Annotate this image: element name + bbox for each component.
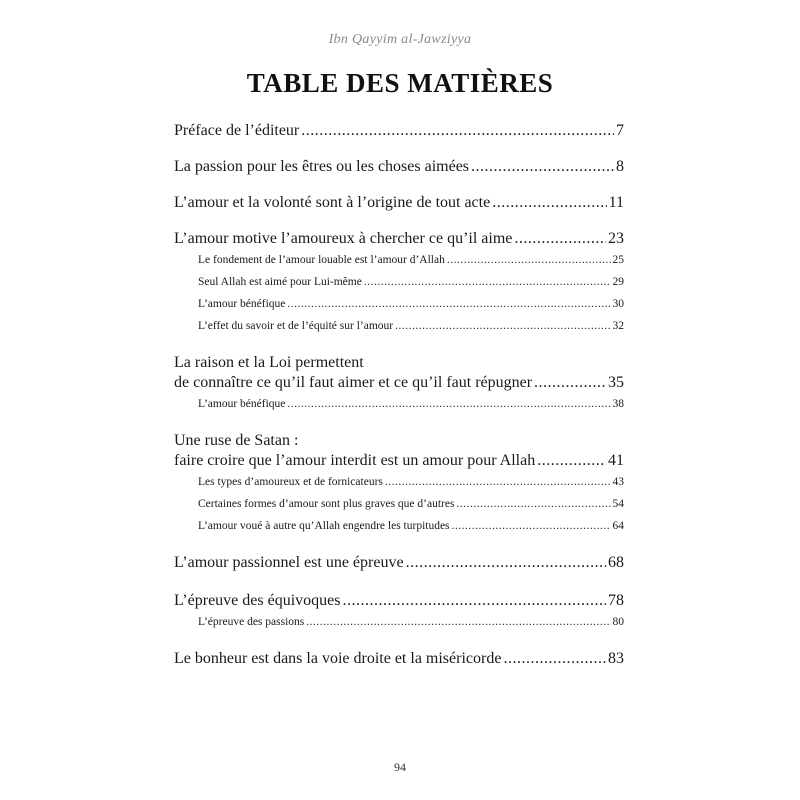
toc-subentry-title: L’amour bénéfique xyxy=(198,398,286,410)
toc-entry-amour-motive[interactable] xyxy=(174,230,624,248)
toc-entry-page: 78 xyxy=(608,592,624,609)
dot-leader xyxy=(306,616,610,628)
toc-subentry-title: Certaines formes d’amour sont plus graves que d’autres xyxy=(198,498,455,510)
toc-entry-page: 41 xyxy=(608,452,624,469)
dot-leader xyxy=(452,520,611,532)
toc-subentry-title: L’épreuve des passions xyxy=(198,616,305,628)
toc-subentry[interactable] xyxy=(198,276,624,288)
toc-subentry-page: 54 xyxy=(612,498,624,510)
toc-entry-page: 7 xyxy=(616,122,624,139)
toc-entry-bonheur[interactable] xyxy=(174,650,624,668)
toc-subentry[interactable] xyxy=(198,320,624,332)
toc-subentry[interactable] xyxy=(198,254,624,266)
dot-leader xyxy=(287,398,610,410)
toc-entry-page: 35 xyxy=(608,374,624,391)
toc-entry-amour-volonte[interactable] xyxy=(174,194,624,212)
toc-subentry[interactable] xyxy=(198,520,624,532)
dot-leader xyxy=(456,498,610,510)
dot-leader xyxy=(471,158,614,176)
dot-leader xyxy=(395,320,610,332)
dot-leader xyxy=(537,452,606,470)
dot-leader xyxy=(301,122,614,140)
toc-entry-equivoques[interactable] xyxy=(174,592,624,610)
dot-leader xyxy=(406,554,606,572)
toc-subentry[interactable] xyxy=(198,476,624,488)
toc-entry-page: 68 xyxy=(608,554,624,571)
toc-entry-page: 11 xyxy=(608,194,624,211)
toc-subentry-page: 43 xyxy=(612,476,624,488)
dot-leader xyxy=(385,476,611,488)
toc-subentry-page: 30 xyxy=(612,298,624,310)
dot-leader xyxy=(342,592,606,610)
toc-entry-page: 23 xyxy=(608,230,624,247)
toc-entry-page: 83 xyxy=(608,650,624,667)
toc-entry-passion[interactable] xyxy=(174,158,624,176)
toc-subentry-title: Les types d’amoureux et de fornicateurs xyxy=(198,476,383,488)
toc-subentry-page: 80 xyxy=(612,616,624,628)
toc-subentry-title: L’effet du savoir et de l’équité sur l’amour xyxy=(198,320,394,332)
toc-entry-title: L’amour passionnel est une épreuve xyxy=(174,554,404,571)
toc-entry-page: 8 xyxy=(616,158,624,175)
toc-subentry-title: L’amour voué à autre qu’Allah engendre les turpitudes xyxy=(198,520,450,532)
toc-subentry-page: 64 xyxy=(612,520,624,532)
toc-entry-title: de connaître ce qu’il faut aimer et ce qu’il faut répugner xyxy=(174,374,533,391)
running-head-author: Ibn Qayyim al-Jawziyya xyxy=(328,32,472,47)
page-number: 94 xyxy=(394,760,406,774)
toc-subentry-page: 32 xyxy=(612,320,624,332)
toc-entry-title: faire croire que l’amour interdit est un amour pour Allah xyxy=(174,452,536,469)
toc-subentry[interactable] xyxy=(198,398,624,410)
toc-entry-amour-passionnel[interactable] xyxy=(174,554,624,572)
toc-entry-title-line1: La raison et la Loi permettent xyxy=(174,354,364,371)
toc-entry-title: Préface de l’éditeur xyxy=(174,122,300,139)
toc-entry-raison-loi[interactable] xyxy=(174,374,624,392)
toc-entry-preface[interactable] xyxy=(174,122,624,140)
toc-entry-title-line1: Une ruse de Satan : xyxy=(174,432,299,449)
dot-leader xyxy=(514,230,606,248)
toc-entry-title: L’amour et la volonté sont à l’origine de tout acte xyxy=(174,194,491,211)
page-title: TABLE DES MATIÈRES xyxy=(246,68,554,98)
dot-leader xyxy=(364,276,611,288)
toc-subentry-title: Le fondement de l’amour louable est l’amour d’Allah xyxy=(198,254,445,266)
toc-entry-title: Le bonheur est dans la voie droite et la miséricorde xyxy=(174,650,502,667)
toc-subentry-page: 38 xyxy=(612,398,624,410)
toc-subentry[interactable] xyxy=(198,616,624,628)
toc-subentry[interactable] xyxy=(198,298,624,310)
toc-subentry-page: 29 xyxy=(612,276,624,288)
toc-subentry-title: L’amour bénéfique xyxy=(198,298,286,310)
toc-entry-title: L’épreuve des équivoques xyxy=(174,592,341,609)
dot-leader xyxy=(492,194,606,212)
dot-leader xyxy=(287,298,610,310)
dot-leader xyxy=(503,650,606,668)
toc-entry-title: La passion pour les êtres ou les choses aimées xyxy=(174,158,470,175)
dot-leader xyxy=(447,254,611,266)
toc-subentry-page: 25 xyxy=(612,254,624,266)
dot-leader xyxy=(534,374,606,392)
toc-subentry[interactable] xyxy=(198,498,624,510)
toc-entry-ruse-satan[interactable] xyxy=(174,452,624,470)
toc-entry-title: L’amour motive l’amoureux à chercher ce qu’il aime xyxy=(174,230,513,247)
toc-subentry-title: Seul Allah est aimé pour Lui-même xyxy=(198,276,362,288)
